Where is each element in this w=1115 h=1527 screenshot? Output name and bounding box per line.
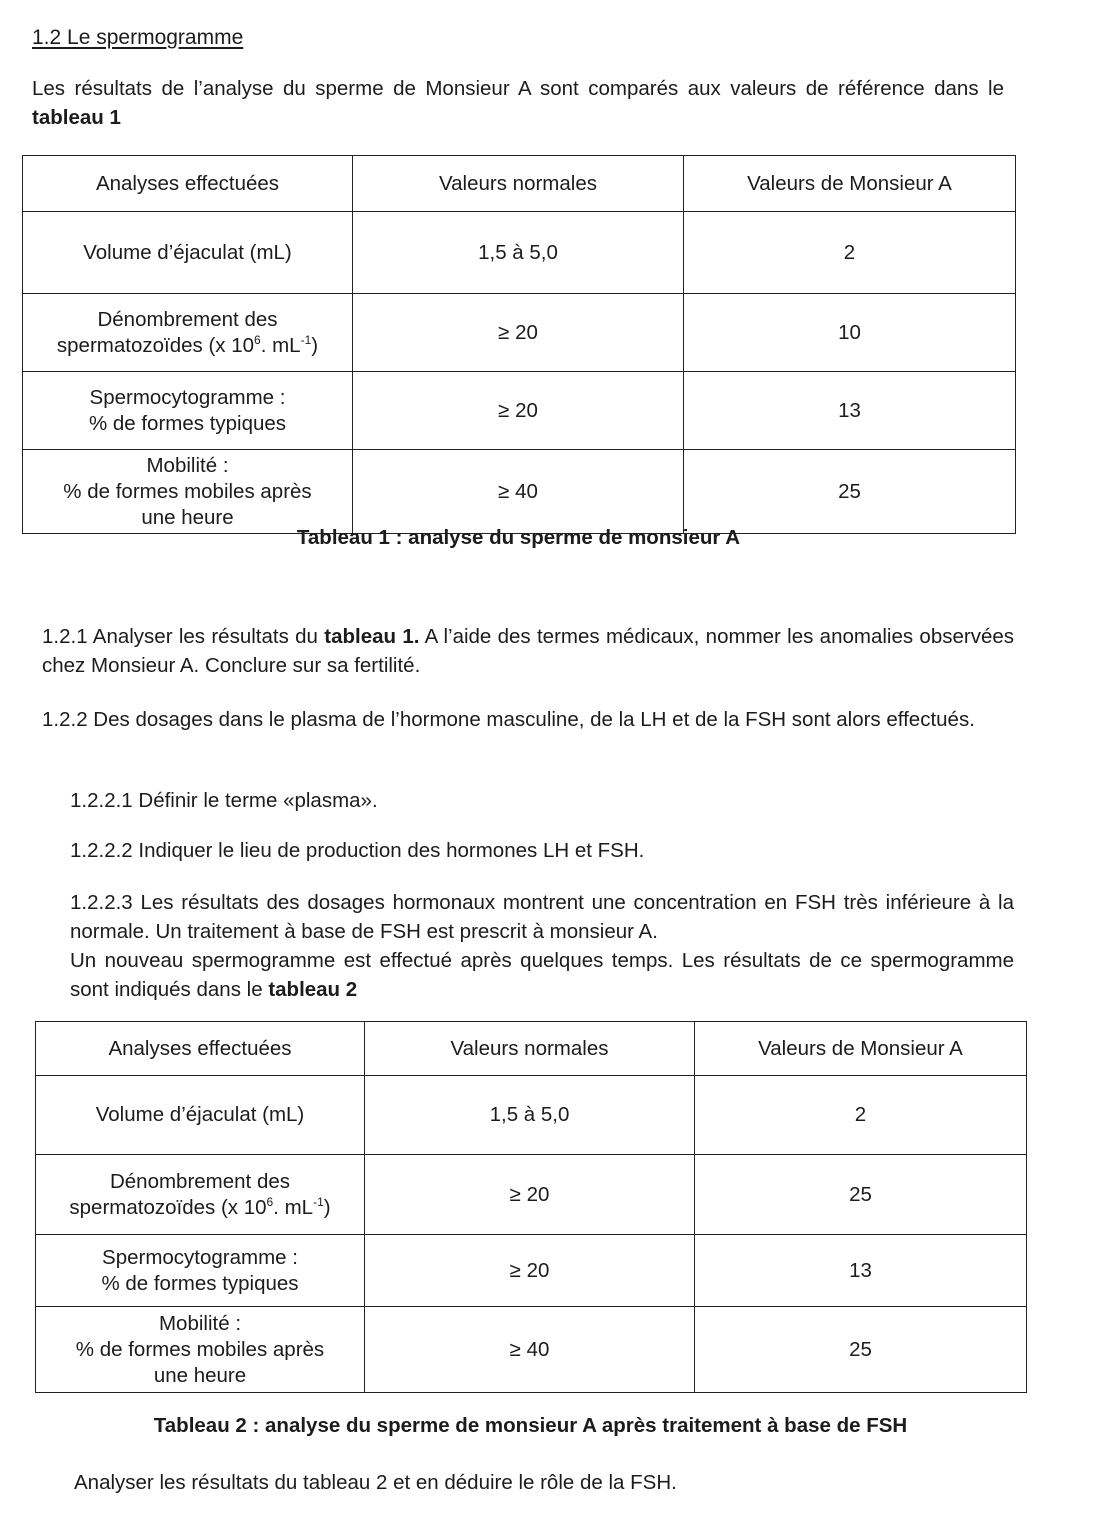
question-1-2-1: 1.2.1 Analyser les résultats du tableau 1. A l’aide des termes médicaux, nommer les anomalies observées chez Monsieur A. Conclure sur sa fertilité. <box>42 625 1015 677</box>
intro-bold: tableau 1 <box>32 106 121 129</box>
question-1-2-2-1: 1.2.2.1 Définir le terme «plasma». <box>70 789 378 812</box>
table-1 <box>22 155 1016 534</box>
final-question: Analyser les résultats du tableau 2 et en déduire le rôle de la FSH. <box>74 1471 677 1494</box>
table-row <box>23 212 1016 294</box>
table-1-caption: Tableau 1 : analyse du sperme de monsieur A <box>296 526 741 549</box>
table-row <box>23 450 1016 534</box>
row-label-mobilite: Mobilité : % de formes mobiles après une heure <box>36 1307 365 1393</box>
row-label-spermocytogramme: Spermocytogramme : % de formes typiques <box>36 1235 365 1307</box>
question-1-2-2-2: 1.2.2.2 Indiquer le lieu de production des hormones LH et FSH. <box>70 839 645 862</box>
header-values-A: Valeurs de Monsieur A <box>695 1022 1027 1076</box>
value-A-volume: 2 <box>684 212 1016 294</box>
value-A-mobilite: 25 <box>695 1307 1027 1393</box>
header-analyses: Analyses effectuées <box>36 1022 365 1076</box>
question-1-2-2-3: 1.2.2.3 Les résultats des dosages hormonaux montrent une concentration en FSH très inférieure à la normale. Un traitement à base de FSH est prescrit à monsieur A. Un nouveau spermogramme est effectué après quelques temps. Les résultats de ce spermogramme sont indiqués dans le tableau 2 <box>70 891 1014 1001</box>
row-label-denombrement: Dénombrement des spermatozoïdes (x $10^6$. $mL^{-1}$) <box>36 1155 365 1235</box>
row-label-spermocytogramme: Spermocytogramme : % de formes typiques <box>23 372 353 450</box>
question-1-2-2: 1.2.2 Des dosages dans le plasma de l’hormone masculine, de la LH et de la FSH sont alors effectués. <box>42 708 975 731</box>
table-row <box>23 372 1016 450</box>
table-1-header-row <box>23 156 1016 212</box>
intro-text: Les résultats de l’analyse du sperme de Monsieur A sont comparés aux valeurs de référence dans le <box>32 77 1004 100</box>
intro-paragraph <box>32 74 1004 132</box>
table-2 <box>35 1021 1027 1393</box>
normal-denombrement: ≥ 20 <box>365 1155 695 1235</box>
header-values-A: Valeurs de Monsieur A <box>684 156 1016 212</box>
normal-spermocytogramme: ≥ 20 <box>353 372 684 450</box>
normal-volume: 1,5 à 5,0 <box>365 1076 695 1155</box>
normal-mobilite: ≥ 40 <box>353 450 684 534</box>
table-row <box>36 1076 1027 1155</box>
value-A-volume: 2 <box>695 1076 1027 1155</box>
table-row <box>36 1307 1027 1393</box>
value-A-spermocytogramme: 13 <box>684 372 1016 450</box>
header-normal-values: Valeurs normales <box>365 1022 695 1076</box>
row-label-volume: Volume d’éjaculat (mL) <box>36 1076 365 1155</box>
value-A-denombrement: 10 <box>684 294 1016 372</box>
value-A-mobilite: 25 <box>684 450 1016 534</box>
table-row <box>36 1155 1027 1235</box>
section-heading: 1.2 Le spermogramme <box>32 26 244 49</box>
header-analyses: Analyses effectuées <box>23 156 353 212</box>
normal-denombrement: ≥ 20 <box>353 294 684 372</box>
row-label-mobilite: Mobilité : % de formes mobiles après une heure <box>23 450 353 534</box>
normal-volume: 1,5 à 5,0 <box>353 212 684 294</box>
row-label-denombrement: Dénombrement des spermatozoïdes (x $10^6$. $mL^{-1}$) <box>23 294 353 372</box>
table-row <box>23 294 1016 372</box>
table-2-header-row <box>36 1022 1027 1076</box>
normal-spermocytogramme: ≥ 20 <box>365 1235 695 1307</box>
table-row <box>36 1235 1027 1307</box>
table-2-caption: Tableau 2 : analyse du sperme de monsieur A après traitement à base de FSH <box>153 1414 908 1437</box>
row-label-volume: Volume d’éjaculat (mL) <box>23 212 353 294</box>
normal-mobilite: ≥ 40 <box>365 1307 695 1393</box>
value-A-denombrement: 25 <box>695 1155 1027 1235</box>
header-normal-values: Valeurs normales <box>353 156 684 212</box>
value-A-spermocytogramme: 13 <box>695 1235 1027 1307</box>
